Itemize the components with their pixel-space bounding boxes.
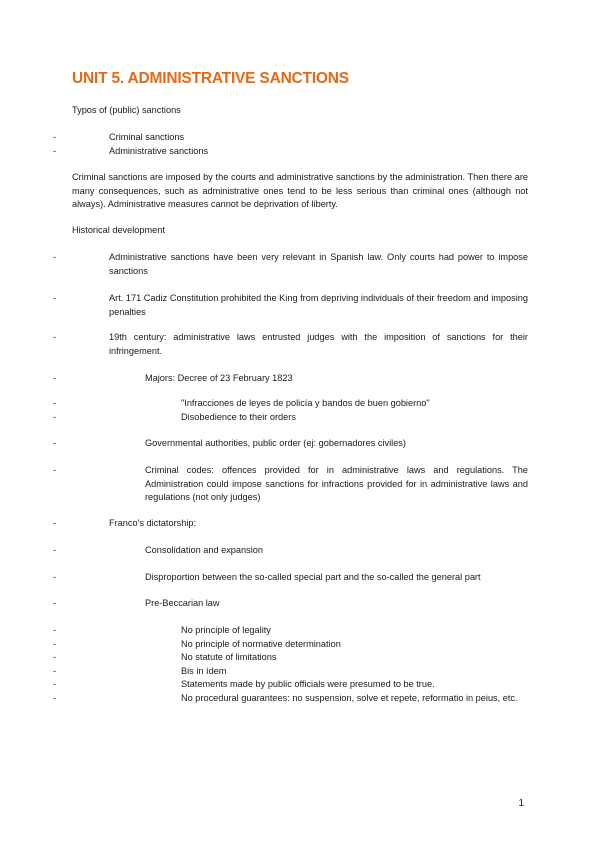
historical-heading-block: [72, 224, 528, 238]
hist-item-2: [72, 292, 528, 319]
list-item: - Pre-Beccarian law: [72, 597, 528, 611]
list-item: - Criminal sanctions: [72, 131, 528, 145]
list-item: - No principle of normative determination: [72, 638, 528, 652]
criminal-codes-item: [72, 464, 528, 505]
majors-sublist: [72, 397, 528, 424]
consolidation-item: [72, 544, 528, 558]
types-heading: Typos of (public) sanctions: [72, 105, 181, 115]
list-item: - 19th century: administrative laws entrusted judges with the imposition of sanctions for their infringement.: [72, 331, 528, 358]
list-item: - No statute of limitations: [72, 651, 528, 665]
majors-item: [72, 372, 528, 386]
prebeccarian-sublist: [72, 624, 528, 706]
list-item: - Franco's dictatorship:: [72, 517, 528, 531]
list-item: - Consolidation and expansion: [72, 544, 528, 558]
list-item: - Administrative sanctions have been very relevant in Spanish law. Only courts had power to impose sanctions: [72, 251, 528, 278]
list-item: - Statements made by public officials were presumed to be true.: [72, 678, 528, 692]
list-item: - Art. 171 Cadiz Constitution prohibited the King from depriving individuals of their freedom and imposing penalties: [72, 292, 528, 319]
list-item: - Disobedience to their orders: [72, 411, 528, 425]
historical-heading: Historical development: [72, 225, 165, 235]
list-item: - "Infracciones de leyes de policía y bandos de buen gobierno": [72, 397, 528, 411]
governmental-item: [72, 437, 528, 451]
hist-item-1: [72, 251, 528, 278]
page-number: 1: [518, 798, 524, 809]
unit-title: UNIT 5. ADMINISTRATIVE SANCTIONS: [72, 70, 349, 87]
types-list: [72, 131, 528, 158]
types-heading-block: [72, 104, 528, 118]
intro-paragraph-block: [72, 171, 528, 212]
hist-item-3: [72, 331, 528, 358]
list-item: - Criminal codes: offences provided for in administrative laws and regulations. The Administration could impose sanctions for infractions provided for in administrative laws and regulations (not only judges): [72, 464, 528, 505]
disproportion-item: [72, 571, 528, 585]
types-list-block: [72, 131, 528, 158]
list-item: - No principle of legality: [72, 624, 528, 638]
franco-item: [72, 517, 528, 531]
list-item: - Disproportion between the so-called special part and the so-called the general part: [72, 571, 528, 585]
list-item: - No procedural guarantees: no suspension, solve et repete, reformatio in peius, etc.: [72, 692, 528, 706]
intro-paragraph: Criminal sanctions are imposed by the courts and administrative sanctions by the administration. Then there are many consequences, such as administrative ones tend to be less serious than criminal ones (although not always). Administrative measures cannot be deprivation of liberty.: [72, 172, 528, 210]
list-item: - Governmental authorities, public order (ej: gobernadores civiles): [72, 437, 528, 451]
list-item: - Bis in ídem: [72, 665, 528, 679]
list-item: - Administrative sanctions: [72, 145, 528, 159]
prebeccarian-item: [72, 597, 528, 611]
list-item: - Majors: Decree of 23 February 1823: [72, 372, 528, 386]
